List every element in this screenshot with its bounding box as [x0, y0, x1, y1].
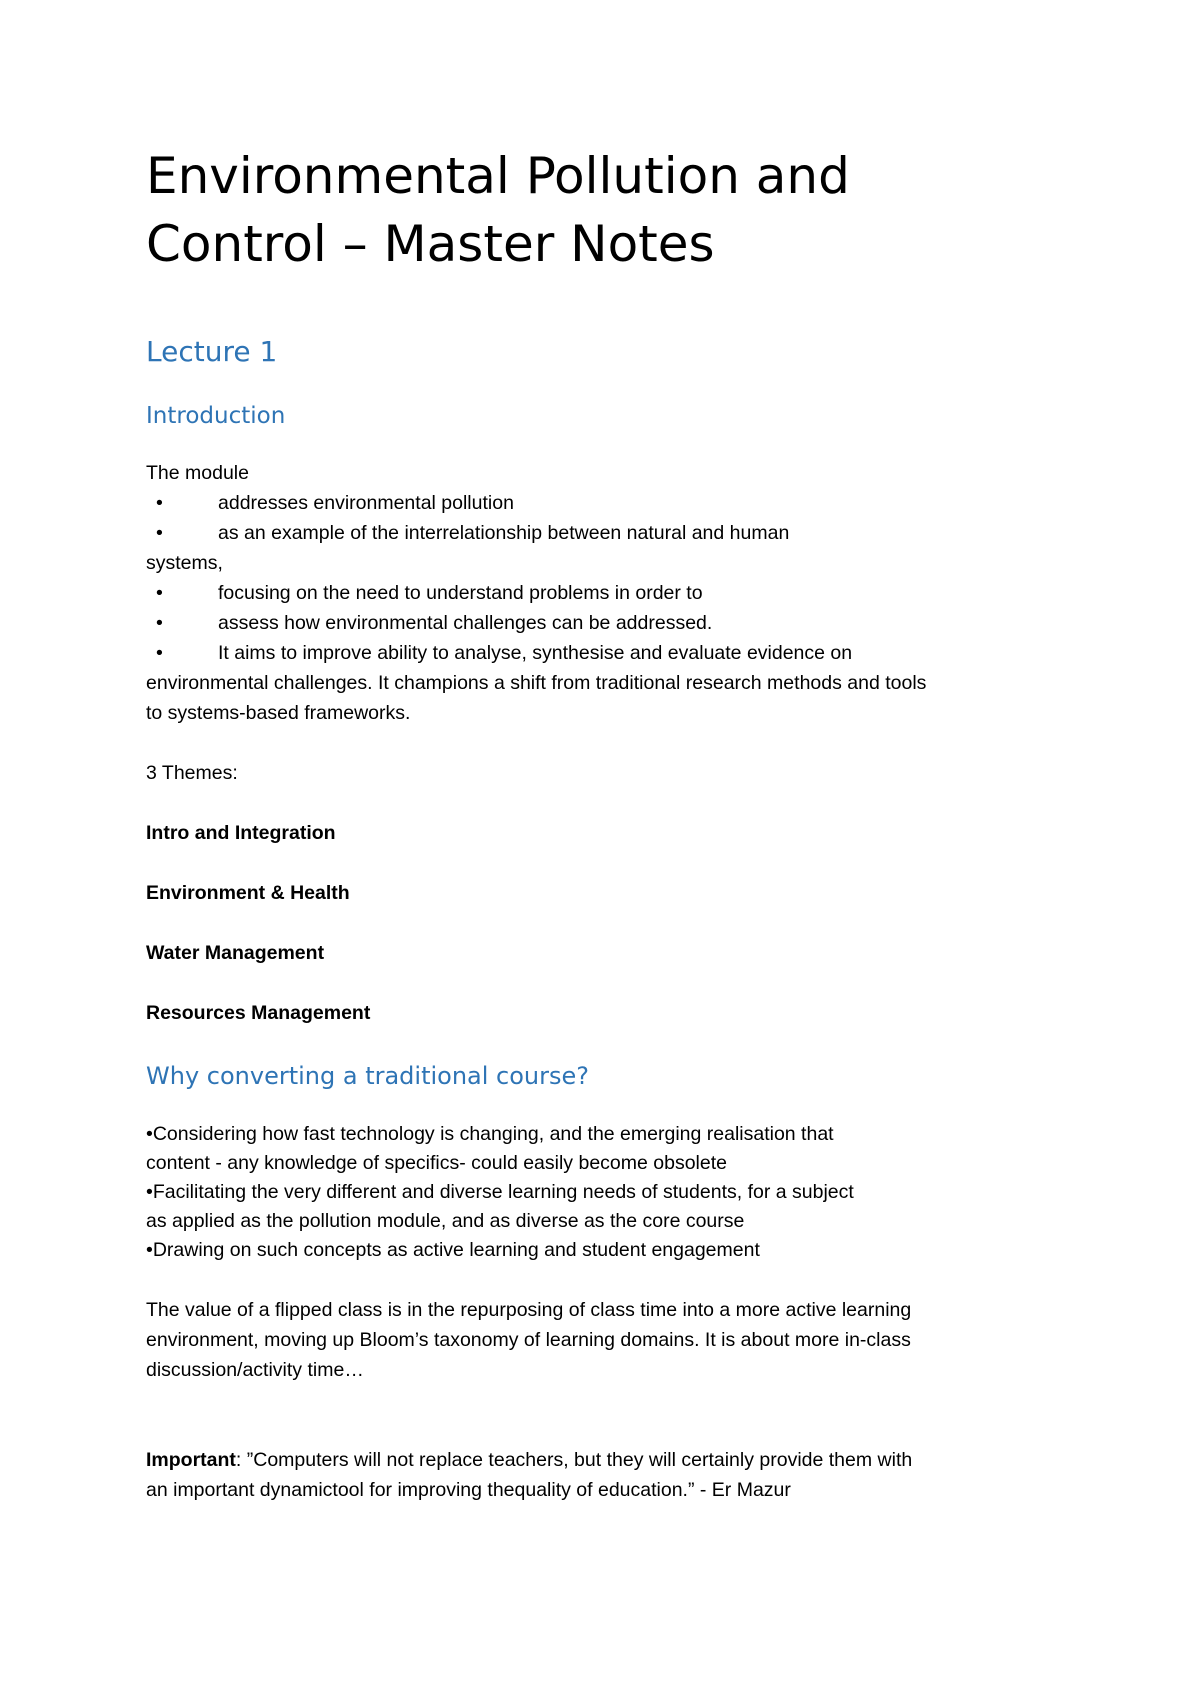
list-item	[146, 638, 1086, 668]
list-item	[146, 578, 1086, 608]
list-item	[146, 608, 1086, 638]
theme-item: Water Management	[146, 942, 325, 964]
list-item: •Facilitating the very different and diverse learning needs of students, for a subject	[146, 1181, 854, 1203]
list-item-wrap: environmental challenges. It champions a shift from traditional research methods and tools	[146, 672, 927, 694]
bullet-marker: •	[156, 522, 163, 544]
list-item-text: addresses environmental pollution	[218, 492, 514, 514]
theme-item: Resources Management	[146, 1002, 371, 1024]
introduction-heading: Introduction	[146, 403, 286, 429]
list-item-wrap: content - any knowledge of specifics- could easily become obsolete	[146, 1152, 727, 1174]
bullet-marker: •	[156, 582, 163, 604]
bullet-marker: •	[156, 612, 163, 634]
list-item-wrap: systems,	[146, 552, 223, 574]
themes-label: 3 Themes:	[146, 762, 238, 784]
bullet-marker: •	[156, 492, 163, 514]
list-item	[146, 518, 1086, 548]
list-item: •Considering how fast technology is changing, and the emerging realisation that	[146, 1123, 834, 1145]
quote-line-1	[146, 1445, 1086, 1475]
list-item: •Drawing on such concepts as active learning and student engagement	[146, 1239, 760, 1261]
theme-item: Environment & Health	[146, 882, 350, 904]
bullet-marker: •	[156, 642, 163, 664]
module-description	[146, 458, 1086, 728]
lecture-heading: Lecture 1	[146, 335, 278, 368]
list-item-text: focusing on the need to understand problems in order to	[218, 582, 703, 604]
list-item-wrap: to systems-based frameworks.	[146, 702, 411, 724]
title-line-2: Control – Master Notes	[146, 215, 715, 273]
quote-line-2: an important dynamictool for improving thequality of education.” - Er Mazur	[146, 1479, 791, 1501]
important-label: Important	[146, 1449, 236, 1471]
module-intro-line: The module	[146, 462, 249, 484]
paragraph-line: discussion/activity time…	[146, 1359, 364, 1381]
list-item	[146, 488, 1086, 518]
list-item-text: as an example of the interrelationship between natural and human	[218, 522, 790, 544]
paragraph-line: The value of a flipped class is in the repurposing of class time into a more active learning	[146, 1299, 912, 1321]
document-title	[146, 142, 1086, 278]
list-item-text: assess how environmental challenges can be addressed.	[218, 612, 713, 634]
themes-list	[146, 818, 1086, 1028]
document-content	[146, 142, 1086, 1505]
why-converting-heading: Why converting a traditional course?	[146, 1062, 590, 1090]
title-line-1: Environmental Pollution and	[146, 147, 850, 205]
list-item-text: It aims to improve ability to analyse, synthesise and evaluate evidence on	[218, 642, 853, 664]
theme-item: Intro and Integration	[146, 822, 336, 844]
important-quote	[146, 1445, 1086, 1505]
quote-text: : ”Computers will not replace teachers, but they will certainly provide them with	[235, 1449, 913, 1471]
paragraph-line: environment, moving up Bloom’s taxonomy of learning domains. It is about more in-class	[146, 1329, 911, 1351]
flipped-class-paragraph	[146, 1295, 1086, 1385]
why-converting-list	[146, 1120, 1086, 1265]
list-item-wrap: as applied as the pollution module, and as diverse as the core course	[146, 1210, 745, 1232]
